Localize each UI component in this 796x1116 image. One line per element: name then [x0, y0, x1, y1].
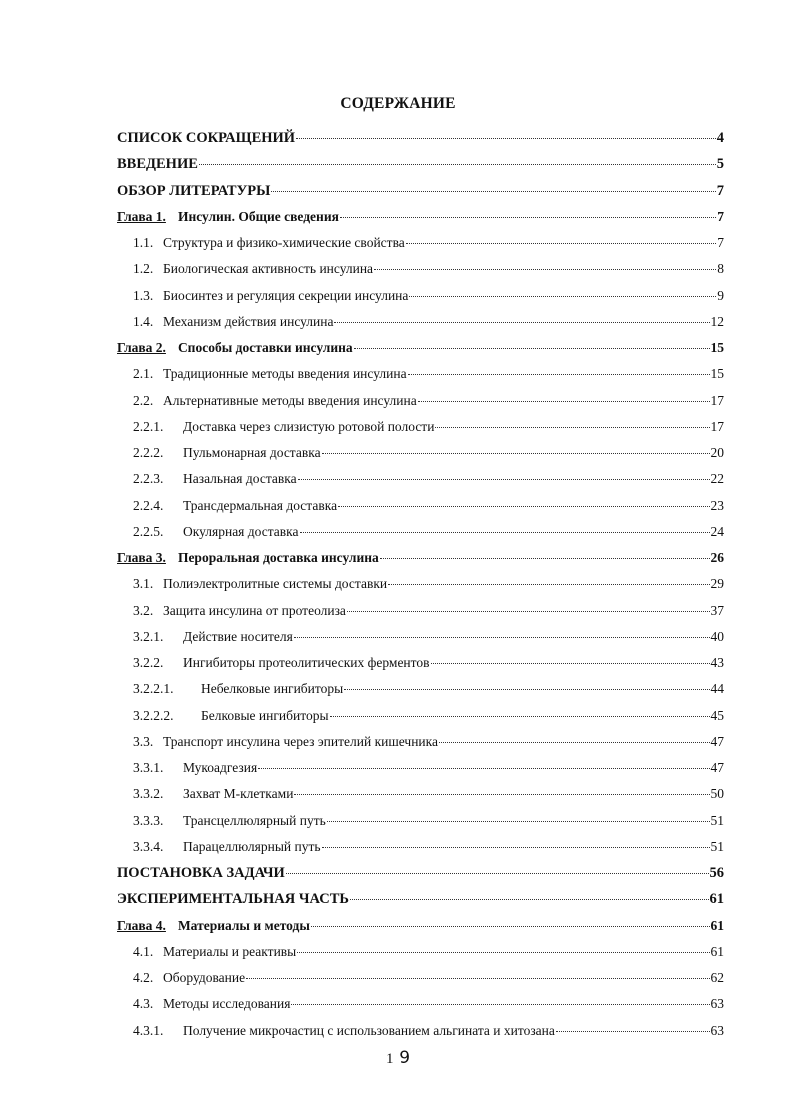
toc-entry-number: Глава 3. — [117, 550, 166, 565]
toc-entry[interactable] — [117, 209, 724, 225]
toc-entry-title: Окулярная доставка — [183, 523, 299, 539]
toc-dot-leader — [350, 899, 709, 900]
toc-entry-number: 4.3. — [133, 996, 154, 1012]
toc-entry-title: Альтернативные методы введения инсулина — [163, 392, 417, 408]
page-title: СОДЕРЖАНИЕ — [340, 95, 456, 112]
toc-entry-title: Пульмонарная доставка — [183, 445, 321, 460]
toc-entry-page: 37 — [710, 602, 724, 618]
toc-entry-page: 61 — [710, 943, 724, 959]
toc-entry-page: 9 — [717, 287, 724, 303]
toc-dot-leader — [418, 401, 710, 402]
toc-entry-title: ОБЗОР ЛИТЕРАТУРЫ — [117, 182, 271, 199]
toc-dot-leader — [311, 926, 710, 927]
toc-dot-leader — [330, 716, 710, 717]
toc-entry-page: 23 — [710, 497, 724, 513]
toc-entry-title: Парацеллюлярный путь — [183, 838, 321, 854]
toc-entry-title: Действие носителя — [183, 628, 293, 644]
toc-entry-page: 12 — [710, 313, 724, 329]
toc-entry[interactable] — [133, 760, 724, 776]
toc-entry-number: 3.3.2. — [133, 786, 164, 802]
toc-dot-leader — [439, 742, 710, 743]
toc-entry-number: 1.1. — [133, 235, 154, 250]
toc-entry-page: 51 — [710, 838, 724, 854]
toc-entry-title: Трансцеллюлярный путь — [183, 812, 326, 828]
toc-entry[interactable] — [133, 445, 724, 461]
toc-dot-leader — [327, 821, 710, 822]
toc-entry-page: 17 — [710, 418, 724, 434]
toc-entry[interactable] — [133, 944, 724, 960]
toc-entry-page: 15 — [710, 340, 724, 355]
toc-entry-title: Способы доставки инсулина — [177, 340, 353, 355]
toc-entry[interactable] — [133, 813, 724, 829]
toc-entry-page: 62 — [710, 970, 724, 985]
toc-dot-leader — [258, 768, 709, 769]
toc-entry-title: Инсулин. Общие сведения — [177, 208, 339, 224]
toc-entry[interactable] — [133, 970, 724, 986]
toc-entry-title: Защита инсулина от протеолиза — [163, 602, 346, 618]
toc-entry-title: Биосинтез и регуляция секреции инсулина — [163, 287, 409, 303]
toc-entry-page: 44 — [710, 681, 724, 697]
toc-entry-page: 47 — [710, 733, 724, 749]
toc-dot-leader — [435, 427, 709, 428]
toc-entry-number: 3.1. — [133, 576, 154, 592]
toc-entry-number: 2.2.4. — [133, 497, 164, 513]
toc-entry-title: Трансдермальная доставка — [183, 497, 338, 513]
toc-entry[interactable] — [133, 629, 724, 645]
toc-entry-number: 1.3. — [133, 287, 154, 303]
toc-entry-title: Методы исследования — [163, 996, 291, 1012]
toc-entry[interactable] — [133, 235, 724, 251]
toc-entry-title: Небелковые ингибиторы — [201, 681, 344, 697]
toc-entry-title: Белковые ингибиторы — [201, 707, 329, 723]
toc-entry[interactable] — [117, 891, 724, 908]
toc-entry-title: Материалы и методы — [177, 917, 310, 933]
toc-entry-number: 2.1. — [133, 366, 154, 382]
toc-entry[interactable] — [133, 603, 724, 619]
toc-entry-number: 3.3.4. — [133, 838, 164, 854]
toc-dot-leader — [431, 663, 710, 664]
toc-entry-title: ПОСТАНОВКА ЗАДАЧИ — [117, 865, 285, 881]
toc-dot-leader — [409, 296, 716, 297]
toc-entry-page: 8 — [717, 261, 724, 277]
toc-entry-title: Биологическая активность инсулина — [163, 261, 374, 277]
toc-dot-leader — [322, 453, 710, 454]
page-number: 1 — [385, 1051, 394, 1067]
toc-dot-leader — [347, 611, 710, 612]
toc-entry-number: 4.1. — [133, 943, 154, 959]
toc-entry-page: 7 — [717, 235, 724, 250]
toc-dot-leader — [380, 558, 710, 559]
toc-entry[interactable] — [133, 471, 724, 487]
toc-entry-page: 26 — [710, 550, 724, 565]
toc-entry[interactable] — [133, 681, 724, 697]
toc-dot-leader — [294, 637, 710, 638]
toc-entry-title: Материалы и реактивы — [163, 943, 297, 959]
toc-entry-number: 4.3.1. — [133, 1022, 164, 1038]
toc-entry[interactable] — [133, 288, 724, 304]
toc-entry-page: 7 — [716, 182, 724, 199]
toc-entry-page: 50 — [710, 786, 724, 802]
toc-dot-leader — [300, 532, 710, 533]
toc-entry-page: 47 — [710, 760, 724, 775]
toc-entry[interactable] — [133, 996, 724, 1012]
toc-dot-leader — [340, 217, 716, 218]
toc-dot-leader — [406, 243, 716, 244]
toc-entry-title: Оборудование — [163, 970, 246, 985]
toc-dot-leader — [294, 794, 709, 795]
toc-entry[interactable] — [133, 708, 724, 724]
toc-entry-number: 3.3.3. — [133, 812, 164, 828]
toc-entry-title: Назальная доставка — [183, 471, 297, 487]
toc-dot-leader — [344, 689, 709, 690]
toc-entry[interactable] — [133, 576, 724, 592]
toc-entry[interactable] — [133, 1023, 724, 1039]
toc-entry-page: 61 — [709, 891, 724, 908]
toc-entry[interactable] — [133, 366, 724, 382]
toc-entry-number: 3.2.2.2. — [133, 707, 174, 723]
toc-entry-number: 2.2.2. — [133, 445, 164, 460]
toc-entry-page: 29 — [710, 576, 724, 592]
toc-entry[interactable] — [133, 393, 724, 409]
toc-entry-page: 5 — [716, 156, 724, 173]
toc-dot-leader — [338, 506, 709, 507]
toc-entry[interactable] — [117, 550, 724, 566]
toc-entry[interactable] — [117, 865, 724, 882]
toc-entry-number: Глава 2. — [117, 340, 166, 355]
toc-dot-leader — [408, 374, 710, 375]
toc-entry[interactable] — [133, 655, 724, 671]
toc-entry[interactable] — [117, 130, 724, 147]
toc-entry[interactable] — [117, 156, 724, 173]
toc-dot-leader — [286, 873, 709, 874]
toc-entry[interactable] — [117, 340, 724, 356]
toc-entry-page: 20 — [710, 445, 724, 460]
toc-dot-leader — [322, 847, 710, 848]
toc-entry[interactable] — [133, 498, 724, 514]
toc-entry-number: 3.2.1. — [133, 628, 164, 644]
toc-entry-title: Полиэлектролитные системы доставки — [163, 576, 388, 592]
toc-entry-page: 63 — [710, 1022, 724, 1038]
toc-entry-title: Пероральная доставка инсулина — [177, 550, 379, 565]
toc-entry-page: 22 — [710, 471, 724, 487]
toc-entry-title: Ингибиторы протеолитических ферментов — [183, 655, 430, 670]
toc-entry-number: 3.3.1. — [133, 760, 164, 775]
toc-entry-title: ЭКСПЕРИМЕНТАЛЬНАЯ ЧАСТЬ — [117, 891, 349, 908]
toc-entry-title: Получение микрочастиц с использованием альгината и хитозана — [183, 1022, 555, 1038]
toc-entry[interactable] — [133, 419, 724, 435]
toc-dot-leader — [298, 479, 710, 480]
toc-entry-number: 3.2.2.1. — [133, 681, 174, 697]
toc-entry-page: 43 — [710, 655, 724, 670]
toc-entry-title: Транспорт инсулина через эпителий кишечника — [163, 733, 438, 749]
toc-entry-page: 51 — [710, 812, 724, 828]
toc-entry-page: 7 — [717, 208, 724, 224]
toc-dot-leader — [291, 1004, 709, 1005]
toc-entry[interactable] — [133, 786, 724, 802]
toc-dot-leader — [246, 978, 709, 979]
toc-entry-page: 56 — [709, 865, 724, 881]
toc-entry[interactable] — [133, 524, 724, 540]
toc-entry-number: 1.4. — [133, 313, 154, 329]
toc-entry-page: 40 — [710, 628, 724, 644]
toc-entry-page: 61 — [710, 917, 724, 933]
toc-entry-number: 2.2.5. — [133, 523, 164, 539]
toc-entry[interactable] — [133, 314, 724, 330]
toc-dot-leader — [296, 138, 716, 139]
toc-entry-page: 17 — [710, 392, 724, 408]
toc-entry-number: 4.2. — [133, 970, 154, 985]
toc-dot-leader — [199, 164, 716, 165]
toc-entry-number: 3.3. — [133, 733, 154, 749]
toc-entry[interactable] — [133, 839, 724, 855]
toc-entry-title: Механизм действия инсулина — [163, 313, 334, 329]
toc-entry-page: 63 — [710, 996, 724, 1012]
toc-entry-page: 15 — [710, 366, 724, 382]
toc-entry[interactable] — [117, 918, 724, 934]
toc-dot-leader — [556, 1031, 710, 1032]
toc-entry-title: Мукоадгезия — [183, 760, 258, 775]
toc-entry-page: 24 — [710, 523, 724, 539]
toc-entry-number: 2.2.3. — [133, 471, 164, 487]
toc-entry-title: СПИСОК СОКРАЩЕНИЙ — [117, 130, 296, 146]
toc-entry[interactable] — [133, 261, 724, 277]
toc-dot-leader — [297, 952, 709, 953]
toc-entry-number: 2.2.1. — [133, 418, 164, 434]
toc-entry[interactable] — [117, 183, 724, 200]
toc-entry[interactable] — [133, 734, 724, 750]
page-footer — [0, 1048, 796, 1068]
toc-entry-number: 1.2. — [133, 261, 154, 277]
toc-entry-number: 3.2. — [133, 602, 154, 618]
handwritten-mark: 9 — [399, 1048, 411, 1068]
toc-dot-leader — [388, 584, 709, 585]
toc-dot-leader — [271, 191, 715, 192]
toc-entry-title: ВВЕДЕНИЕ — [117, 156, 198, 173]
toc-entry-page: 45 — [710, 707, 724, 723]
toc-entry-title: Захват М-клетками — [183, 786, 294, 802]
toc-entry-number: 3.2.2. — [133, 655, 164, 670]
toc-entry-title: Традиционные методы введения инсулина — [163, 366, 407, 382]
toc-entry-title: Структура и физико-химические свойства — [163, 235, 405, 250]
toc-dot-leader — [374, 269, 716, 270]
toc-dot-leader — [354, 348, 710, 349]
toc-entry-title: Доставка через слизистую ротовой полости — [183, 418, 435, 434]
toc-entry-page: 4 — [716, 130, 724, 146]
toc-dot-leader — [334, 322, 709, 323]
toc-entry-number: 2.2. — [133, 392, 154, 408]
toc-entry-number: Глава 4. — [117, 917, 166, 933]
toc-entry-number: Глава 1. — [117, 208, 166, 224]
